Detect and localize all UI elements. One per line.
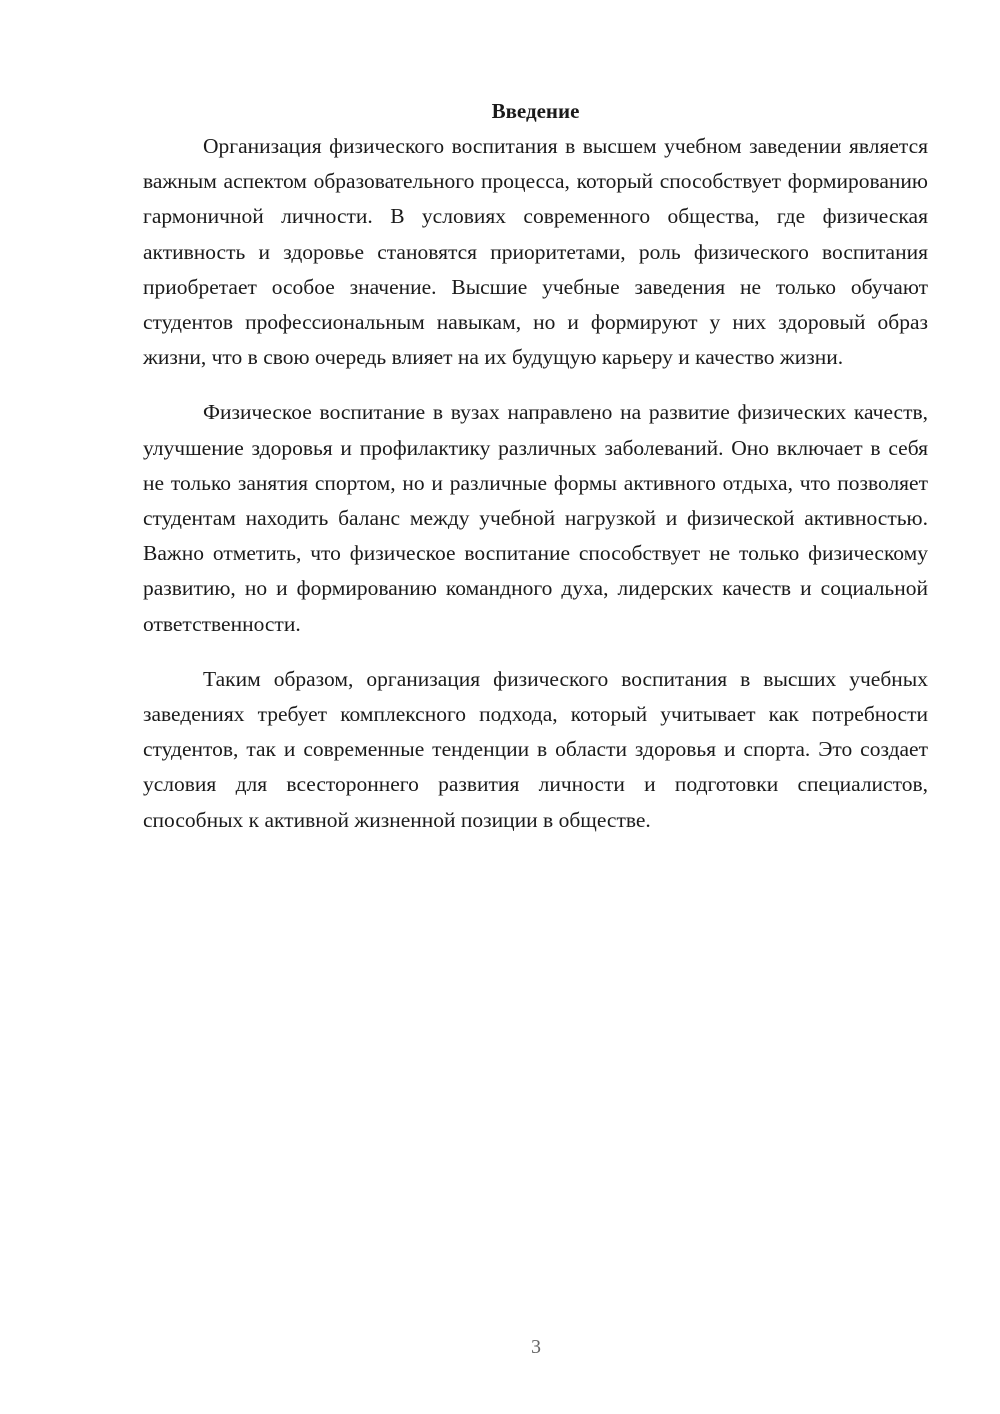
paragraph-3: Таким образом, организация физического воспитания в высших учебных заведениях требует комплексного подхода, который учитывает как потребности студентов, так и современные тенденции в области здоровья и спорта. Это создает условия для всестороннего развития личности и подготовки специалистов, способных к активной жизненной позиции в обществе. bbox=[143, 666, 928, 832]
paragraph-2: Физическое воспитание в вузах направлено на развитие физических качеств, улучшение здоровья и профилактику различных заболеваний. Оно включает в себя не только занятия спортом, но и различные формы активного отдыха, что позволяет студентам находить баланс между учебной нагрузкой и физической активностью. Важно отметить, что физическое воспитание способствует не только физическому развитию, но и формированию командного духа, лидерских качеств и социальной ответственности. bbox=[143, 400, 928, 636]
page-content bbox=[143, 94, 928, 838]
paragraph-1: Организация физического воспитания в высшем учебном заведении является важным аспектом образовательного процесса, который способствует формированию гармоничной личности. В условиях современного общества, где физическая активность и здоровье становятся приоритетами, роль физического воспитания приобретает особое значение. Высшие учебные заведения не только обучают студентов профессиональным навыкам, но и формируют у них здоровый образ жизни, что в свою очередь влияет на их будущую карьеру и качество жизни. bbox=[143, 134, 928, 370]
section-heading: Введение bbox=[491, 99, 580, 123]
page-number: 3 bbox=[531, 1336, 541, 1358]
